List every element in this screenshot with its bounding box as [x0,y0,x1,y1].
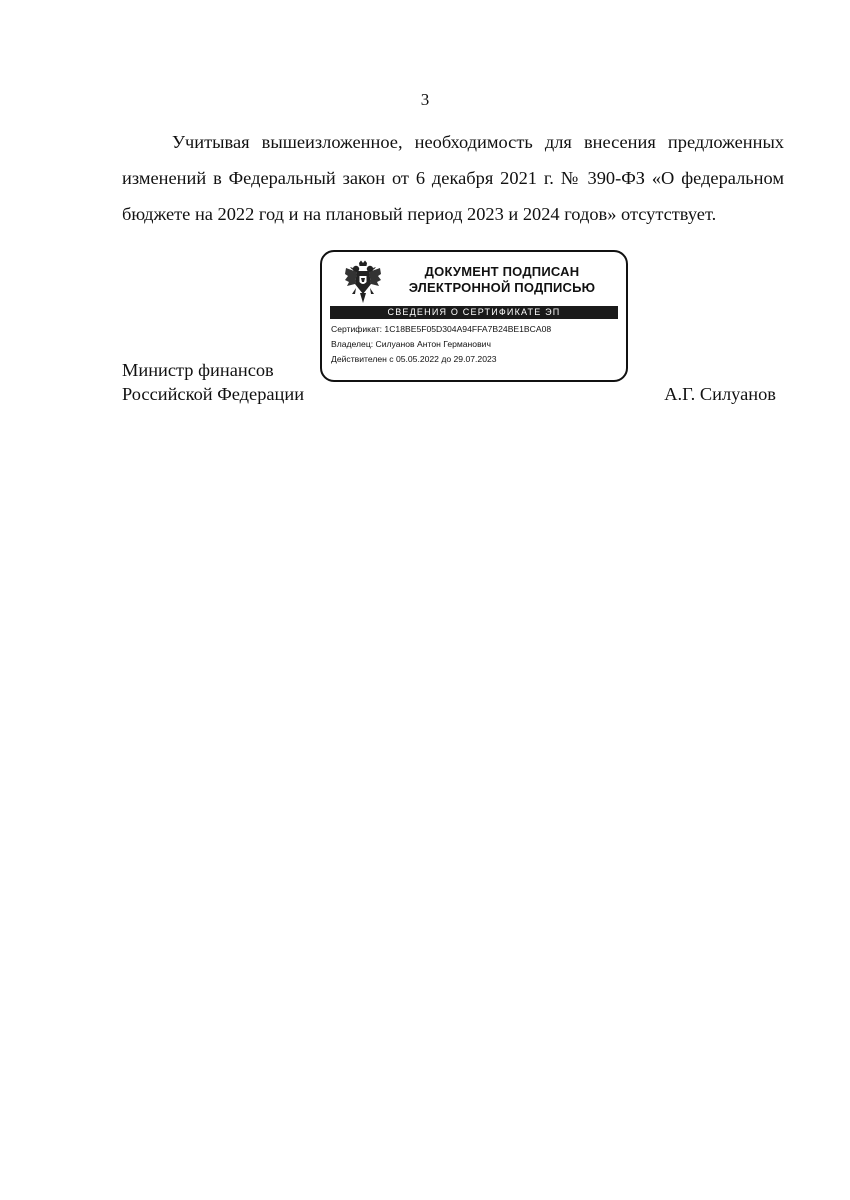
signatory-position [122,358,304,406]
signatory-position-line1: Министр финансов [122,360,274,380]
body-paragraph: Учитывая вышеизложенное, необходимость для внесения предложенных изменений в Федеральный закон от 6 декабря 2021 г. № 390-ФЗ «О федеральном бюджете на 2022 год и на плановый период 2023 и 2024 годов» отсутствует. [122,132,784,224]
electronic-signature-stamp [320,250,628,382]
signatory-name: А.Г. Силуанов [664,384,776,404]
certificate-number: Сертификат: 1C18BE5F05D304A94FFA7B24BE1BCA08 [331,324,552,334]
stamp-title-line1: ДОКУМЕНТ ПОДПИСАН [424,264,580,279]
page-number: 3 [420,90,430,109]
certificate-owner: Владелец: Силуанов Антон Германович [331,339,491,349]
certificate-validity: Действителен с 05.05.2022 до 29.07.2023 [331,354,497,364]
russian-coat-of-arms-icon [344,260,382,304]
certificate-info-bar: СВЕДЕНИЯ О СЕРТИФИКАТЕ ЭП [330,306,618,319]
stamp-title [394,264,610,296]
signatory-position-line2: Российской Федерации [122,384,305,404]
stamp-title-line2: ЭЛЕКТРОННОЙ ПОДПИСЬЮ [408,280,596,295]
